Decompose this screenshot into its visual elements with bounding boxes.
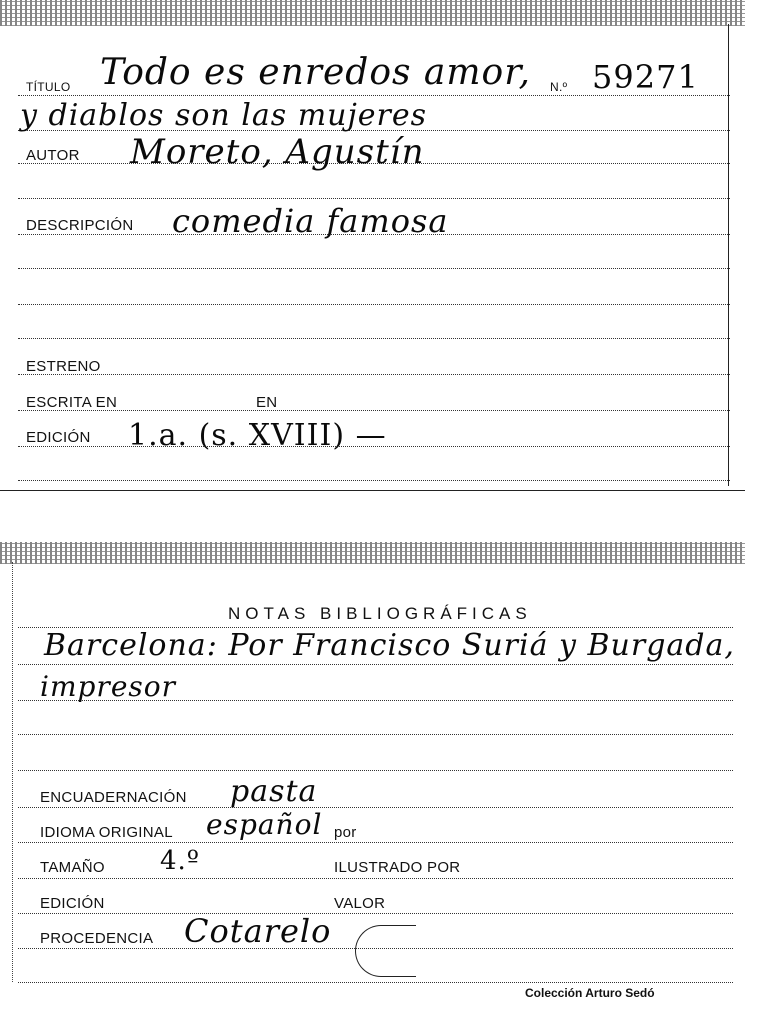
rule-line xyxy=(18,374,730,375)
card-right-border xyxy=(728,24,729,486)
encuadernacion-value: pasta xyxy=(230,774,318,809)
autor-value: Moreto, Agustín xyxy=(130,132,425,172)
card-top-edge xyxy=(0,0,745,26)
collection-credit: Colección Arturo Sedó xyxy=(525,986,655,1000)
rule-line xyxy=(18,664,733,665)
idioma-value: español xyxy=(206,808,323,841)
encuadernacion-label: ENCUADERNACIÓN xyxy=(40,789,187,806)
tamano-label: TAMAÑO xyxy=(40,859,105,876)
por-label: por xyxy=(334,824,357,841)
rule-line xyxy=(18,913,733,914)
rule-line xyxy=(18,770,733,771)
rule-line xyxy=(18,842,733,843)
en-label: EN xyxy=(256,394,278,411)
rule-line xyxy=(18,878,733,879)
edicion-value: 1.a. (s. XVIII) — xyxy=(128,418,387,453)
numero-label: N.º xyxy=(550,80,568,94)
rule-line xyxy=(18,410,730,411)
notas-heading: NOTAS BIBLIOGRÁFICAS xyxy=(228,604,532,623)
stamp-mark xyxy=(355,925,416,977)
notas-line-2: impresor xyxy=(40,670,176,703)
card-top-edge xyxy=(0,542,745,564)
descripcion-label: DESCRIPCIÓN xyxy=(26,217,134,234)
numero-value: 59271 xyxy=(592,58,699,96)
idioma-label: IDIOMA ORIGINAL xyxy=(40,824,173,841)
estreno-label: ESTRENO xyxy=(26,358,101,375)
rule-line xyxy=(18,268,730,269)
descripcion-value: comedia famosa xyxy=(172,202,449,240)
titulo-value: Todo es enredos amor, xyxy=(100,52,531,93)
card-bottom-edge xyxy=(0,490,745,491)
titulo-value-line2: y diablos son las mujeres xyxy=(20,98,428,133)
rule-line xyxy=(18,480,730,481)
rule-line xyxy=(18,807,733,808)
rule-line xyxy=(18,734,733,735)
edicion-back-label: EDICIÓN xyxy=(40,895,105,912)
card-left-border xyxy=(12,562,13,982)
ilustrado-label: ILUSTRADO POR xyxy=(334,859,461,876)
procedencia-value: Cotarelo xyxy=(184,912,332,950)
escrita-en-label: ESCRITA EN xyxy=(26,394,118,411)
rule-line xyxy=(18,304,730,305)
procedencia-label: PROCEDENCIA xyxy=(40,930,154,947)
titulo-label: TÍTULO xyxy=(26,80,71,94)
rule-line xyxy=(18,338,730,339)
autor-label: AUTOR xyxy=(26,147,80,164)
rule-line xyxy=(18,198,730,199)
tamano-value: 4.º xyxy=(160,846,201,876)
edicion-label: EDICIÓN xyxy=(26,429,91,446)
valor-label: VALOR xyxy=(334,895,386,912)
notas-line-1: Barcelona: Por Francisco Suriá y Burgada, xyxy=(44,628,735,663)
rule-line xyxy=(18,982,733,983)
